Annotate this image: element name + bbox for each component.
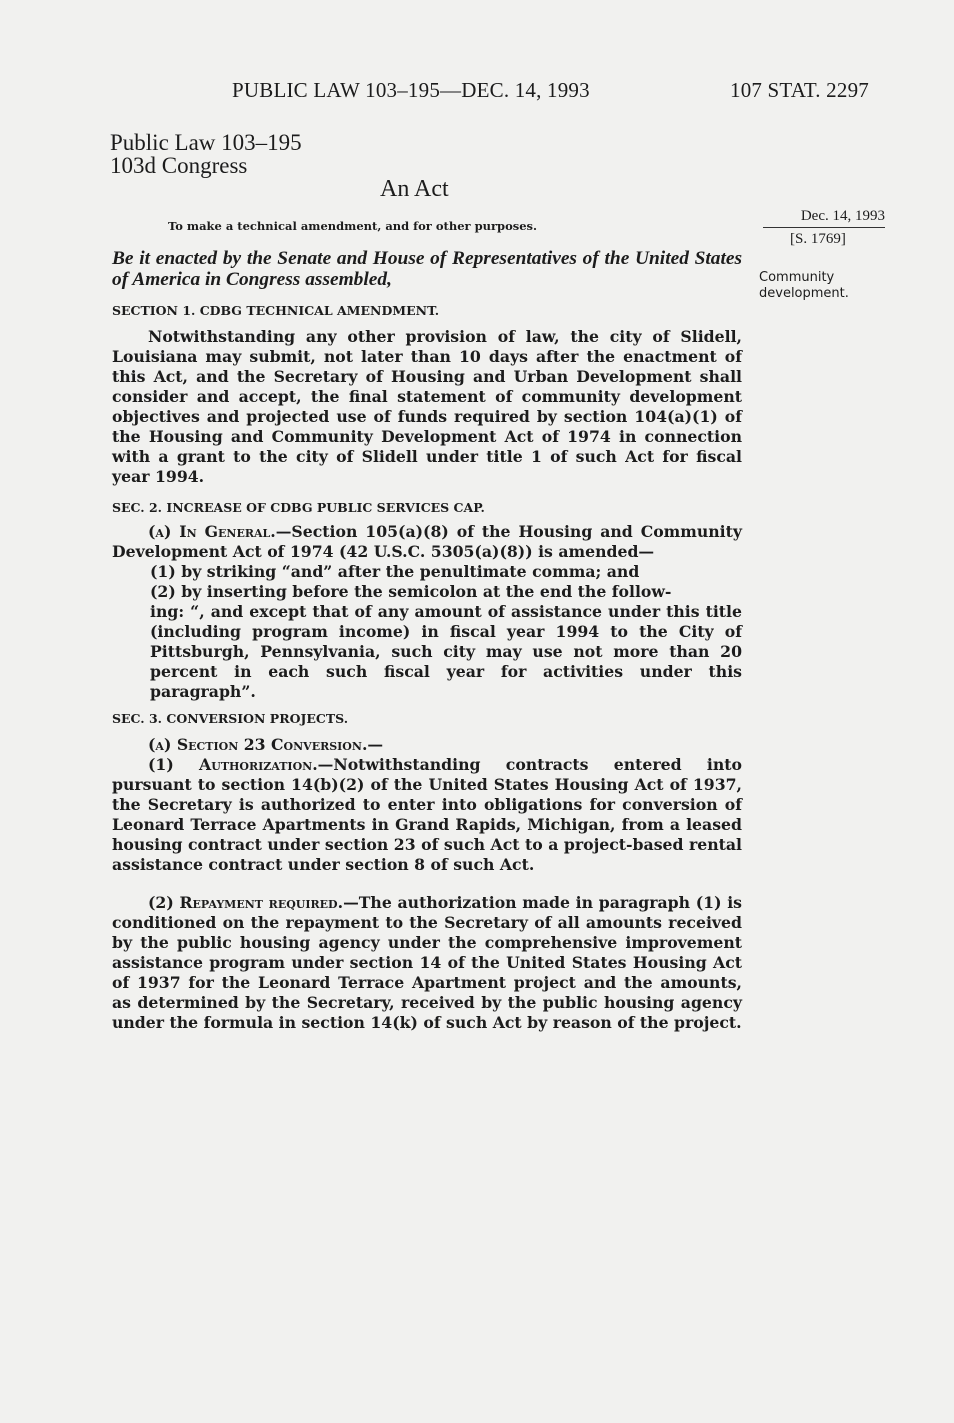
page-citation: 107 STAT. 2297 — [730, 78, 869, 102]
paragraph-1-label: (1) Authorization. — [148, 755, 318, 774]
section-2-heading: SEC. 2. INCREASE OF CDBG PUBLIC SERVICES CAP. — [112, 500, 485, 515]
item-2-first-line: (2) by inserting before the semicolon at the end the follow- — [150, 582, 672, 601]
section-1-heading: SECTION 1. CDBG TECHNICAL AMENDMENT. — [112, 303, 440, 318]
public-law-number: Public Law 103–195 — [110, 130, 302, 155]
item-2-continuation: ing: “, and except that of any amount of assistance under this title (including program income) in fiscal year 1994 to the City of Pittsburgh, Pennsylvania, such city may use not more than 20 percent in each such fiscal year for activities under this paragraph”. — [150, 602, 742, 701]
act-title: An Act — [380, 176, 449, 202]
act-purpose: To make a technical amendment, and for other purposes. — [168, 219, 538, 233]
paragraph-1-text: —Notwithstanding contracts entered into pursuant to section 14(b)(2) of the United States Housing Act of 1937, the Secretary is authorized to enter into obligations for conversion of Leonard Terrace Apartments in Grand Rapids, Michigan, from a leased housing contract under section 23 of such Act to a project-based rental assistance contract under section 8 of such Act. — [112, 755, 742, 874]
congress-number: 103d Congress — [110, 153, 248, 178]
margin-date: Dec. 14, 1993 — [763, 208, 885, 228]
section-1-text: Notwithstanding any other provision of law, the city of Slidell, Louisiana may submit, not later than 10 days after the enactment of this Act, and the Secretary of Housing and Urban Development shall consider and accept, the final statement of community development objectives and projected use of funds required by section 104(a)(1) of the Housing and Community Development Act of 1974 in connection with a grant to the city of Slidell under title 1 of such Act for fiscal year 1994. — [112, 327, 742, 486]
subsection-a-label: (a) In General. — [148, 522, 276, 541]
paragraph-2-text: —The authorization made in paragraph (1) is conditioned on the repayment to the Secretary of all amounts received by the public housing agency under the comprehensive improvement assistance program under section 14 of the United States Housing Act of 1937 for the Leonard Terrace Apartment project and the amounts, as determined by the Secretary, received by the public housing agency under the formula in section 14(k) of such Act by reason of the project. — [112, 893, 742, 1032]
running-header: PUBLIC LAW 103–195—DEC. 14, 1993 — [232, 78, 590, 102]
margin-bill-number: [S. 1769] — [790, 231, 846, 247]
section-2-item-2 — [150, 582, 742, 702]
subsection-a-label: (a) Section 23 Conversion. — [148, 735, 368, 754]
section-3-subsection-a — [112, 735, 742, 755]
subsection-a-dash: — — [367, 735, 384, 754]
section-2-subsection-a — [112, 522, 742, 562]
enacting-clause: Be it enacted by the Senate and House of Representatives of the United States of America in Congress assembled, — [112, 248, 742, 290]
section-3-paragraph-1 — [112, 755, 742, 875]
section-3-paragraph-2 — [112, 893, 742, 1033]
section-3-heading: SEC. 3. CONVERSION PROJECTS. — [112, 711, 349, 726]
section-2-item-1: (1) by striking “and” after the penultimate comma; and — [150, 562, 640, 581]
subsection-a-text: —Section 105(a)(8) of the Housing and Community Development Act of 1974 (42 U.S.C. 5305(a)(8)) is amended— — [112, 522, 742, 561]
paragraph-2-label: (2) Repayment required. — [148, 893, 344, 912]
margin-note: Community development. — [759, 270, 849, 301]
